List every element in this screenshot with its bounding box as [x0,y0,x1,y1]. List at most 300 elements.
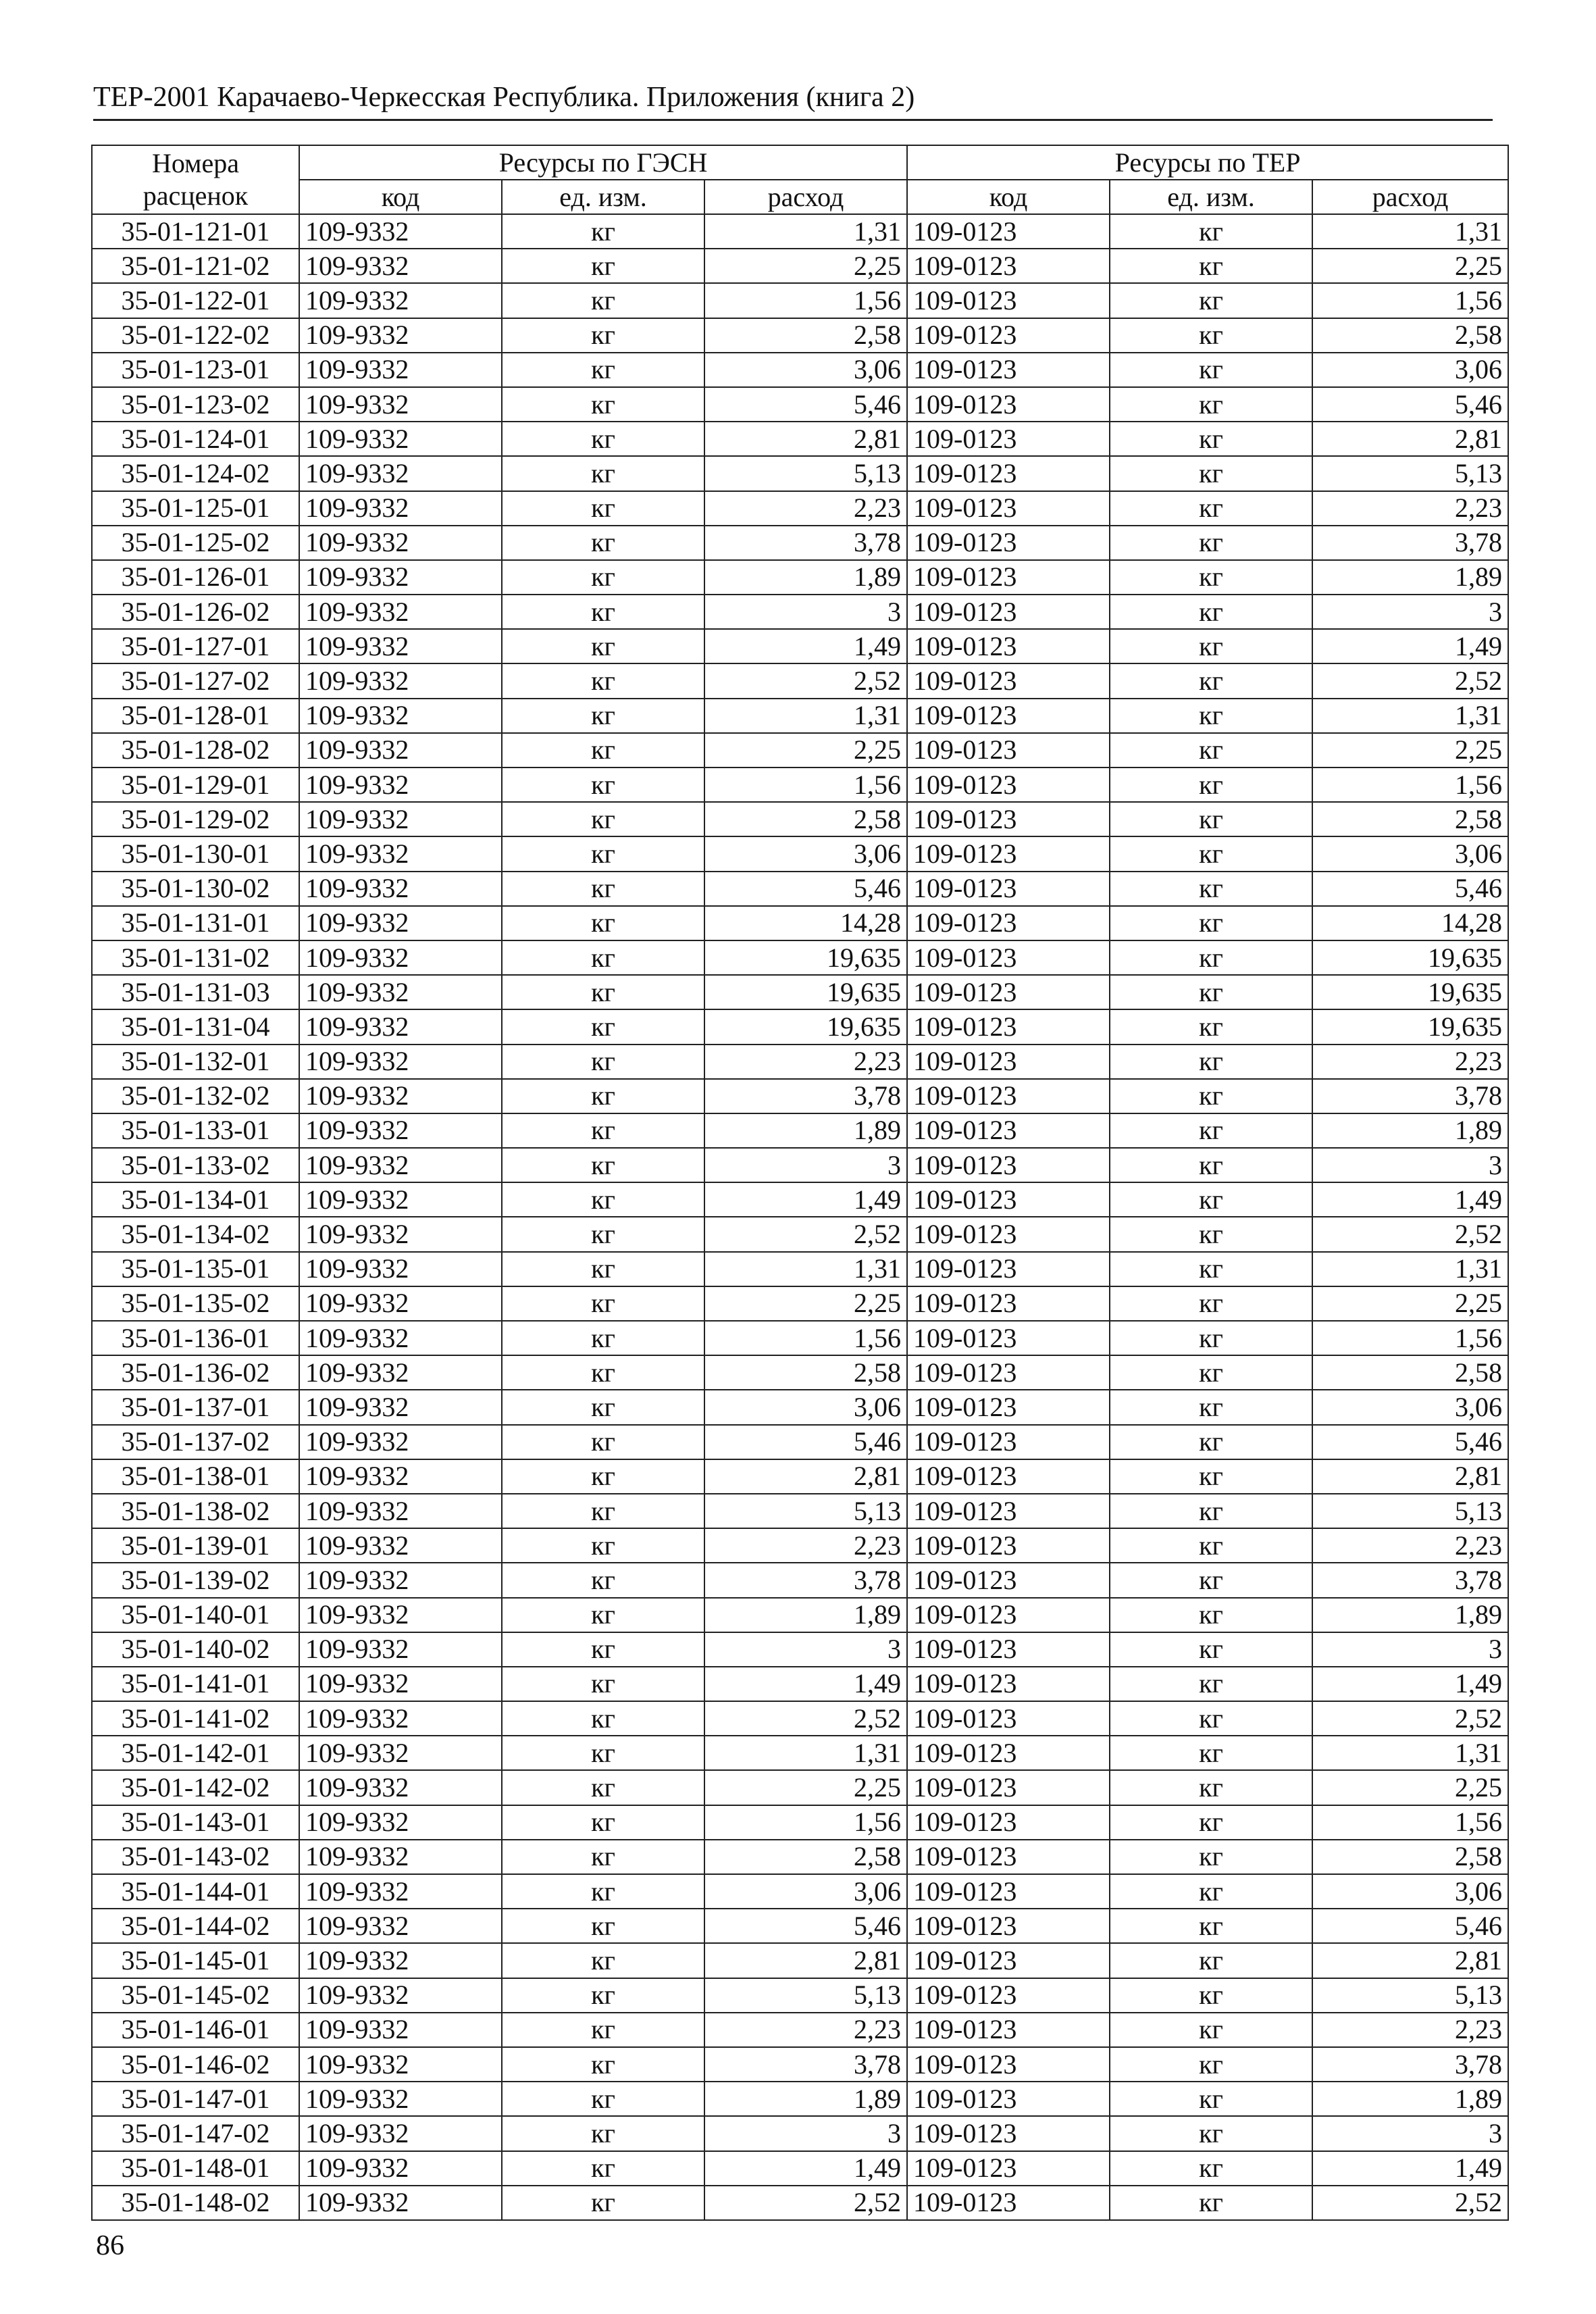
gesn-unit-cell: кг [502,1840,704,1874]
gesn-code-cell: 109-9332 [299,1978,502,2013]
ter-amount-cell: 3,78 [1312,1079,1508,1113]
gesn-unit-header: ед. изм. [502,180,704,214]
ter-amount-cell: 3,78 [1312,526,1508,560]
rate-number-cell: 35-01-128-01 [92,699,299,733]
rate-number-cell: 35-01-131-04 [92,1009,299,1044]
table-row [92,283,1508,318]
gesn-code-cell: 109-9332 [299,318,502,353]
ter-unit-cell: кг [1110,1978,1312,2013]
gesn-unit-cell: кг [502,1632,704,1667]
ter-unit-cell: кг [1110,699,1312,733]
ter-unit-cell: кг [1110,1113,1312,1148]
gesn-code-cell: 109-9332 [299,1079,502,1113]
rate-number-cell: 35-01-121-01 [92,214,299,249]
ter-code-cell: 109-0123 [907,1632,1110,1667]
gesn-amount-cell: 1,31 [704,214,907,249]
table-row [92,2151,1508,2186]
table-row [92,1701,1508,1736]
ter-unit-cell: кг [1110,940,1312,975]
gesn-unit-cell: кг [502,1598,704,1632]
gesn-amount-cell: 2,81 [704,1943,907,1978]
table-row [92,1563,1508,1597]
ter-amount-cell: 1,49 [1312,629,1508,663]
gesn-unit-cell: кг [502,1736,704,1770]
ter-code-cell: 109-0123 [907,595,1110,629]
gesn-unit-cell: кг [502,560,704,595]
ter-code-cell: 109-0123 [907,1978,1110,2013]
rate-number-cell: 35-01-124-01 [92,422,299,456]
gesn-code-cell: 109-9332 [299,1045,502,1079]
gesn-unit-cell: кг [502,1459,704,1494]
gesn-unit-cell: кг [502,1113,704,1148]
rate-number-cell: 35-01-132-01 [92,1045,299,1079]
gesn-code-cell: 109-9332 [299,836,502,871]
ter-unit-cell: кг [1110,1252,1312,1286]
table-row [92,1874,1508,1909]
table-row [92,560,1508,595]
ter-code-cell: 109-0123 [907,2151,1110,2186]
ter-unit-cell: кг [1110,1459,1312,1494]
gesn-amount-cell: 2,23 [704,1045,907,1079]
gesn-amount-cell: 5,46 [704,872,907,906]
gesn-unit-cell: кг [502,2116,704,2150]
ter-amount-cell: 1,89 [1312,1598,1508,1632]
ter-code-cell: 109-0123 [907,491,1110,526]
gesn-amount-cell: 1,89 [704,560,907,595]
gesn-unit-cell: кг [502,1770,704,1805]
ter-code-cell: 109-0123 [907,1045,1110,1079]
gesn-unit-cell: кг [502,2186,704,2220]
rate-number-cell: 35-01-142-01 [92,1736,299,1770]
ter-amount-cell: 3 [1312,1148,1508,1182]
ter-unit-cell: кг [1110,2082,1312,2116]
gesn-amount-cell: 1,31 [704,1252,907,1286]
gesn-unit-cell: кг [502,1874,704,1909]
gesn-code-cell: 109-9332 [299,1286,502,1321]
gesn-amount-cell: 2,25 [704,733,907,768]
rate-number-cell: 35-01-143-02 [92,1840,299,1874]
ter-unit-cell: кг [1110,1217,1312,1251]
ter-code-cell: 109-0123 [907,1909,1110,1943]
rate-number-cell: 35-01-133-02 [92,1148,299,1182]
gesn-code-cell: 109-9332 [299,2151,502,2186]
gesn-code-cell: 109-9332 [299,1148,502,1182]
gesn-amount-cell: 19,635 [704,1009,907,1044]
gesn-amount-cell: 3,06 [704,1874,907,1909]
gesn-code-cell: 109-9332 [299,1425,502,1459]
gesn-code-cell: 109-9332 [299,906,502,940]
gesn-unit-cell: кг [502,1701,704,1736]
gesn-unit-cell: кг [502,836,704,871]
table-row [92,1943,1508,1978]
ter-code-cell: 109-0123 [907,802,1110,836]
rate-number-cell: 35-01-123-02 [92,387,299,422]
gesn-amount-cell: 3 [704,595,907,629]
table-row [92,1148,1508,1182]
table-row [92,1425,1508,1459]
ter-unit-cell: кг [1110,1321,1312,1355]
gesn-unit-cell: кг [502,1148,704,1182]
rate-number-cell: 35-01-122-02 [92,318,299,353]
ter-amount-cell: 5,46 [1312,1425,1508,1459]
rate-number-cell: 35-01-123-01 [92,353,299,387]
ter-amount-cell: 1,49 [1312,2151,1508,2186]
ter-amount-cell: 2,81 [1312,422,1508,456]
ter-code-cell: 109-0123 [907,2082,1110,2116]
gesn-unit-cell: кг [502,768,704,802]
gesn-amount-cell: 3,78 [704,2047,907,2082]
rate-number-cell: 35-01-146-01 [92,2013,299,2047]
ter-unit-cell: кг [1110,1598,1312,1632]
rate-number-cell: 35-01-140-02 [92,1632,299,1667]
ter-amount-cell: 5,46 [1312,387,1508,422]
ter-code-cell: 109-0123 [907,1217,1110,1251]
gesn-code-cell: 109-9332 [299,699,502,733]
ter-amount-cell: 1,31 [1312,699,1508,733]
ter-unit-cell: кг [1110,2151,1312,2186]
gesn-unit-cell: кг [502,663,704,698]
gesn-code-cell: 109-9332 [299,1874,502,1909]
ter-amount-cell: 3,06 [1312,353,1508,387]
ter-code-cell: 109-0123 [907,2013,1110,2047]
ter-amount-cell: 2,81 [1312,1943,1508,1978]
ter-code-cell: 109-0123 [907,699,1110,733]
table-row [92,353,1508,387]
ter-unit-cell: кг [1110,2013,1312,2047]
gesn-unit-cell: кг [502,526,704,560]
gesn-amount-cell: 3,06 [704,353,907,387]
ter-amount-cell: 14,28 [1312,906,1508,940]
ter-code-cell: 109-0123 [907,733,1110,768]
ter-code-cell: 109-0123 [907,1736,1110,1770]
ter-amount-cell: 2,52 [1312,2186,1508,2220]
gesn-code-cell: 109-9332 [299,1252,502,1286]
gesn-code-cell: 109-9332 [299,1598,502,1632]
ter-amount-cell: 1,89 [1312,560,1508,595]
ter-amount-cell: 1,31 [1312,1252,1508,1286]
gesn-unit-cell: кг [502,1390,704,1424]
rate-number-cell: 35-01-121-02 [92,249,299,283]
gesn-code-cell: 109-9332 [299,526,502,560]
table-row [92,975,1508,1009]
gesn-amount-cell: 1,89 [704,2082,907,2116]
ter-amount-cell: 1,89 [1312,2082,1508,2116]
gesn-amount-cell: 5,46 [704,1909,907,1943]
gesn-unit-cell: кг [502,1009,704,1044]
table-row [92,2047,1508,2082]
ter-code-cell: 109-0123 [907,629,1110,663]
gesn-amount-cell: 19,635 [704,975,907,1009]
gesn-unit-cell: кг [502,2151,704,2186]
ter-code-cell: 109-0123 [907,1321,1110,1355]
gesn-code-cell: 109-9332 [299,802,502,836]
gesn-code-cell: 109-9332 [299,1459,502,1494]
ter-code-cell: 109-0123 [907,456,1110,491]
ter-unit-cell: кг [1110,802,1312,836]
table-row [92,1978,1508,2013]
rate-number-cell: 35-01-135-01 [92,1252,299,1286]
table-row [92,214,1508,249]
gesn-code-cell: 109-9332 [299,387,502,422]
rate-number-cell: 35-01-136-02 [92,1355,299,1390]
ter-unit-cell: кг [1110,595,1312,629]
ter-unit-cell: кг [1110,1355,1312,1390]
gesn-unit-cell: кг [502,249,704,283]
ter-amount-cell: 1,89 [1312,1113,1508,1148]
table-row [92,456,1508,491]
table-row [92,1390,1508,1424]
gesn-amount-cell: 2,81 [704,422,907,456]
ter-amount-cell: 2,23 [1312,491,1508,526]
ter-unit-cell: кг [1110,733,1312,768]
ter-unit-cell: кг [1110,1079,1312,1113]
gesn-code-cell: 109-9332 [299,629,502,663]
gesn-unit-cell: кг [502,1286,704,1321]
gesn-code-cell: 109-9332 [299,422,502,456]
ter-unit-cell: кг [1110,1390,1312,1424]
table-row [92,422,1508,456]
gesn-amount-cell: 2,52 [704,1217,907,1251]
gesn-amount-cell: 1,89 [704,1598,907,1632]
table-row [92,2116,1508,2150]
gesn-code-cell: 109-9332 [299,283,502,318]
ter-code-cell: 109-0123 [907,768,1110,802]
ter-code-cell: 109-0123 [907,1425,1110,1459]
ter-amount-cell: 1,56 [1312,1321,1508,1355]
table-row [92,1632,1508,1667]
gesn-amount-cell: 5,13 [704,1978,907,2013]
ter-unit-cell: кг [1110,422,1312,456]
gesn-code-cell: 109-9332 [299,1563,502,1597]
gesn-code-cell: 109-9332 [299,1494,502,1528]
gesn-amount-cell: 1,89 [704,1113,907,1148]
ter-amount-cell: 2,25 [1312,249,1508,283]
gesn-unit-cell: кг [502,1252,704,1286]
rate-number-cell: 35-01-145-01 [92,1943,299,1978]
ter-unit-cell: кг [1110,283,1312,318]
ter-unit-cell: кг [1110,526,1312,560]
ter-amount-cell: 1,56 [1312,768,1508,802]
ter-unit-cell: кг [1110,906,1312,940]
gesn-code-cell: 109-9332 [299,733,502,768]
ter-amount-cell: 5,46 [1312,1909,1508,1943]
gesn-unit-cell: кг [502,802,704,836]
ter-unit-cell: кг [1110,456,1312,491]
ter-code-cell: 109-0123 [907,1390,1110,1424]
gesn-code-cell: 109-9332 [299,491,502,526]
ter-amount-cell: 3 [1312,2116,1508,2150]
ter-amount-cell: 2,23 [1312,2013,1508,2047]
ter-amount-cell: 1,31 [1312,1736,1508,1770]
ter-amount-cell: 5,46 [1312,872,1508,906]
table-row [92,1286,1508,1321]
table-row [92,2082,1508,2116]
rate-number-cell: 35-01-125-02 [92,526,299,560]
rate-number-cell: 35-01-138-02 [92,1494,299,1528]
ter-unit-cell: кг [1110,2186,1312,2220]
ter-unit-cell: кг [1110,353,1312,387]
ter-code-cell: 109-0123 [907,1770,1110,1805]
ter-amount-cell: 2,81 [1312,1459,1508,1494]
rate-number-cell: 35-01-137-01 [92,1390,299,1424]
gesn-code-cell: 109-9332 [299,560,502,595]
ter-code-cell: 109-0123 [907,836,1110,871]
table-row [92,491,1508,526]
ter-amount-cell: 2,52 [1312,1701,1508,1736]
table-row [92,836,1508,871]
ter-amount-cell: 3 [1312,1632,1508,1667]
gesn-amount-cell: 1,56 [704,283,907,318]
rate-number-cell: 35-01-143-01 [92,1805,299,1840]
gesn-code-cell: 109-9332 [299,249,502,283]
gesn-unit-cell: кг [502,353,704,387]
gesn-code-cell: 109-9332 [299,768,502,802]
ter-amount-cell: 1,31 [1312,214,1508,249]
table-row [92,1805,1508,1840]
ter-unit-cell: кг [1110,2047,1312,2082]
gesn-amount-cell: 2,23 [704,491,907,526]
ter-unit-cell: кг [1110,663,1312,698]
ter-amount-header: расход [1312,180,1508,214]
gesn-amount-cell: 5,46 [704,1425,907,1459]
ter-unit-header: ед. изм. [1110,180,1312,214]
page-header: ТЕР-2001 Карачаево-Черкесская Республика. Приложения (книга 2) [93,80,1493,121]
ter-unit-cell: кг [1110,1148,1312,1182]
ter-code-cell: 109-0123 [907,975,1110,1009]
gesn-amount-cell: 2,58 [704,802,907,836]
ter-unit-cell: кг [1110,1425,1312,1459]
ter-unit-cell: кг [1110,491,1312,526]
gesn-amount-cell: 3,78 [704,1563,907,1597]
gesn-amount-cell: 2,58 [704,318,907,353]
gesn-code-cell: 109-9332 [299,663,502,698]
ter-unit-cell: кг [1110,836,1312,871]
ter-amount-cell: 1,49 [1312,1667,1508,1701]
rate-numbers-header-line1: Номера [152,148,239,178]
gesn-unit-cell: кг [502,1978,704,2013]
table-row [92,1736,1508,1770]
gesn-unit-cell: кг [502,1217,704,1251]
table-header [92,145,1508,214]
ter-code-header: код [907,180,1110,214]
gesn-code-cell: 109-9332 [299,1182,502,1217]
gesn-code-cell: 109-9332 [299,595,502,629]
ter-amount-cell: 1,56 [1312,1805,1508,1840]
rate-numbers-header-line2: расценок [143,180,249,211]
rate-number-cell: 35-01-130-01 [92,836,299,871]
ter-unit-cell: кг [1110,1943,1312,1978]
ter-amount-cell: 2,23 [1312,1045,1508,1079]
ter-code-cell: 109-0123 [907,1598,1110,1632]
table-row [92,768,1508,802]
gesn-code-cell: 109-9332 [299,1943,502,1978]
ter-amount-cell: 3,06 [1312,1390,1508,1424]
gesn-code-cell: 109-9332 [299,1770,502,1805]
rate-number-cell: 35-01-135-02 [92,1286,299,1321]
table-row [92,699,1508,733]
gesn-code-cell: 109-9332 [299,1736,502,1770]
ter-code-cell: 109-0123 [907,872,1110,906]
gesn-code-cell: 109-9332 [299,1355,502,1390]
rate-number-cell: 35-01-136-01 [92,1321,299,1355]
rate-number-cell: 35-01-122-01 [92,283,299,318]
table-row [92,1840,1508,1874]
gesn-unit-cell: кг [502,1563,704,1597]
ter-unit-cell: кг [1110,249,1312,283]
table-row [92,1770,1508,1805]
gesn-amount-cell: 3,78 [704,1079,907,1113]
ter-unit-cell: кг [1110,1805,1312,1840]
ter-unit-cell: кг [1110,1840,1312,1874]
ter-group-header: Ресурсы по ТЕР [907,145,1508,180]
table-row [92,1494,1508,1528]
gesn-code-cell: 109-9332 [299,872,502,906]
gesn-amount-cell: 1,56 [704,1805,907,1840]
gesn-unit-cell: кг [502,1494,704,1528]
ter-unit-cell: кг [1110,214,1312,249]
ter-unit-cell: кг [1110,1909,1312,1943]
ter-code-cell: 109-0123 [907,2116,1110,2150]
ter-code-cell: 109-0123 [907,1874,1110,1909]
table-row [92,595,1508,629]
ter-amount-cell: 2,25 [1312,1770,1508,1805]
rate-number-cell: 35-01-139-02 [92,1563,299,1597]
gesn-unit-cell: кг [502,491,704,526]
gesn-code-header: код [299,180,502,214]
gesn-unit-cell: кг [502,733,704,768]
gesn-unit-cell: кг [502,1425,704,1459]
table-row [92,1079,1508,1113]
ter-code-cell: 109-0123 [907,249,1110,283]
ter-unit-cell: кг [1110,629,1312,663]
rate-number-cell: 35-01-126-01 [92,560,299,595]
ter-code-cell: 109-0123 [907,353,1110,387]
gesn-unit-cell: кг [502,2013,704,2047]
gesn-amount-cell: 2,81 [704,1459,907,1494]
gesn-amount-cell: 2,58 [704,1840,907,1874]
gesn-unit-cell: кг [502,387,704,422]
table-row [92,663,1508,698]
table-row [92,802,1508,836]
gesn-amount-cell: 2,25 [704,1286,907,1321]
gesn-amount-cell: 3,06 [704,1390,907,1424]
gesn-unit-cell: кг [502,699,704,733]
rate-number-cell: 35-01-148-01 [92,2151,299,2186]
ter-unit-cell: кг [1110,2116,1312,2150]
rate-number-cell: 35-01-146-02 [92,2047,299,2082]
gesn-code-cell: 109-9332 [299,1667,502,1701]
table-row [92,1182,1508,1217]
table-row [92,1667,1508,1701]
ter-code-cell: 109-0123 [907,2186,1110,2220]
gesn-code-cell: 109-9332 [299,1909,502,1943]
gesn-amount-cell: 1,49 [704,2151,907,2186]
gesn-amount-cell: 1,56 [704,768,907,802]
ter-amount-cell: 2,25 [1312,733,1508,768]
rate-number-cell: 35-01-137-02 [92,1425,299,1459]
ter-unit-cell: кг [1110,975,1312,1009]
table-row [92,1321,1508,1355]
ter-code-cell: 109-0123 [907,1667,1110,1701]
table-row [92,387,1508,422]
ter-code-cell: 109-0123 [907,1286,1110,1321]
gesn-amount-cell: 5,13 [704,1494,907,1528]
table-row [92,940,1508,975]
table-row [92,629,1508,663]
rate-number-cell: 35-01-141-02 [92,1701,299,1736]
gesn-unit-cell: кг [502,1805,704,1840]
rate-number-cell: 35-01-132-02 [92,1079,299,1113]
